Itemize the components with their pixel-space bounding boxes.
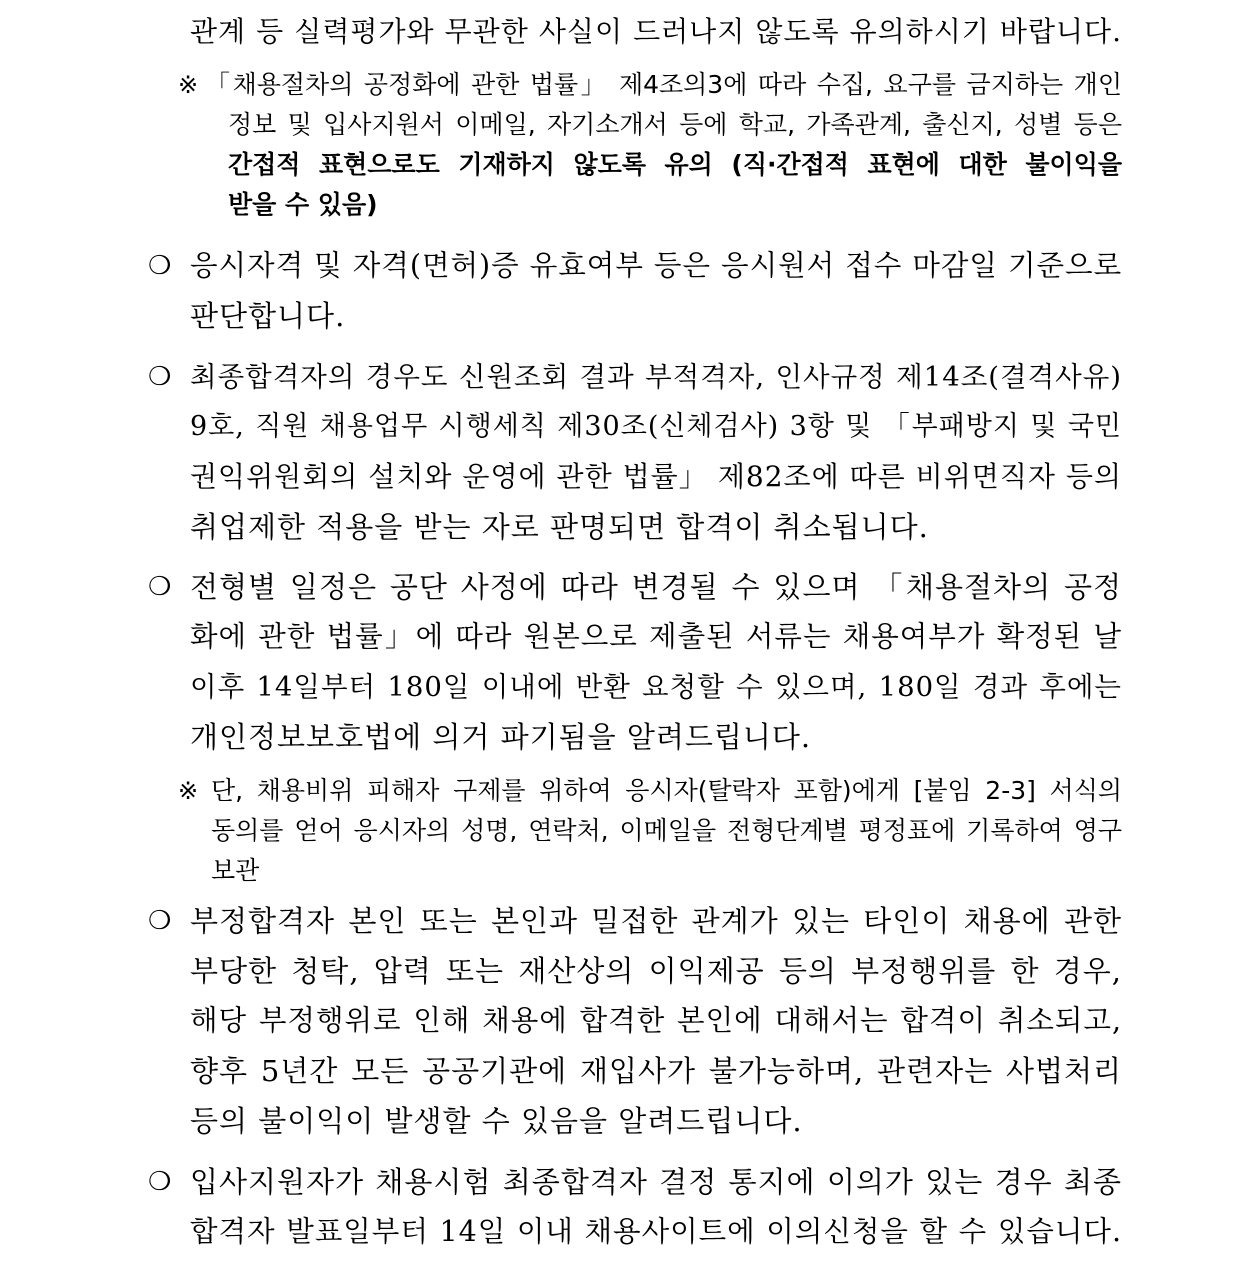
text-line: 개인정보보호법에 의거 파기됨을 알려드립니다.: [190, 720, 812, 754]
text-line: 부당한 청탁, 압력 또는 재산상의 이익제공 등의 부정행위를 한 경우,: [190, 954, 1122, 988]
text-line: 판단합니다.: [190, 299, 346, 333]
bullet-icon: ❍: [148, 1167, 172, 1197]
text-line: 동의를 얻어 응시자의 성명, 연락처, 이메일을 전형단계별 평정표에 기록하여 영구: [211, 816, 1122, 845]
text-line: 관계 등 실력평가와 무관한 사실이 드러나지 않도록 유의하시기 바랍니다.: [190, 15, 1122, 48]
list-item: [190, 241, 1122, 341]
bullet-icon: ❍: [148, 251, 172, 281]
list-item: [190, 352, 1122, 552]
list-item: [190, 896, 1122, 1146]
text-line: 부정합격자 본인 또는 본인과 밀접한 관계가 있는 타인이 채용에 관한: [190, 904, 1122, 938]
text-line: 등의 불이익이 발생할 수 있음을 알려드립니다.: [190, 1104, 803, 1138]
list-item: [190, 562, 1122, 762]
intro-paragraph: [190, 7, 1122, 57]
text-line: 화에 관한 법률」에 따라 원본으로 제출된 서류는 채용여부가 확정된 날: [190, 620, 1122, 653]
text-line: 9호, 직원 채용업무 시행세칙 제30조(신체검사) 3항 및 「부패방지 및 국민: [190, 411, 1122, 442]
note-retention-notice: [211, 771, 1122, 891]
text-line: 입사지원자가 채용시험 최종합격자 결정 통지에 이의가 있는 경우 최종: [190, 1165, 1122, 1199]
text-line: 단, 채용비위 피해자 구제를 위하여 응시자(탈락자 포함)에게 [붙임 2-3] 서식의: [211, 776, 1122, 805]
list-item: [190, 1157, 1122, 1257]
bullet-icon: ❍: [148, 572, 172, 602]
text-line: 정보 및 입사지원서 이메일, 자기소개서 등에 학교, 가족관계, 출신지, 성별 등은: [228, 110, 1122, 139]
text-line: 합격자 발표일부터 14일 이내 채용사이트에 이의신청을 할 수 있습니다.: [190, 1215, 1122, 1248]
text-line: 이후 14일부터 180일 이내에 반환 요청할 수 있으며, 180일 경과 후에는: [190, 671, 1122, 703]
text-line: 최종합격자의 경우도 신원조회 결과 부적격자, 인사규정 제14조(결격사유): [190, 361, 1122, 393]
text-line: 「채용절차의 공정화에 관한 법률」 제4조의3에 따라 수집, 요구를 금지하는 개인: [205, 70, 1122, 99]
text-line: 전형별 일정은 공단 사정에 따라 변경될 수 있으며 「채용절차의 공정: [190, 570, 1122, 604]
bold-warning-line: 받을 수 있음): [228, 190, 378, 219]
bold-warning-line: 간접적 표현으로도 기재하지 않도록 유의 (직·간접적 표현에 대한 불이익을: [228, 150, 1122, 179]
text-line: 취업제한 적용을 받는 자로 판명되면 합격이 취소됩니다.: [190, 510, 929, 544]
reference-mark: ※: [178, 71, 199, 99]
text-line: 향후 5년간 모든 공공기관에 재입사가 불가능하며, 관련자는 사법처리: [190, 1054, 1122, 1088]
text-line: 보관: [211, 856, 260, 885]
text-line: 권익위원회의 설치와 운영에 관한 법률」 제82조에 따른 비위면직자 등의: [190, 460, 1122, 493]
text-line: 해당 부정행위로 인해 채용에 합격한 본인에 대해서는 합격이 취소되고,: [190, 1004, 1122, 1037]
text-line: 응시자격 및 자격(면허)증 유효여부 등은 응시원서 접수 마감일 기준으로: [190, 249, 1123, 282]
bullet-icon: ❍: [148, 906, 172, 936]
bullet-icon: ❍: [148, 362, 172, 392]
reference-mark: ※: [178, 777, 199, 805]
note-legal-notice: [205, 65, 1122, 105]
note-legal-notice-cont: [228, 105, 1122, 225]
